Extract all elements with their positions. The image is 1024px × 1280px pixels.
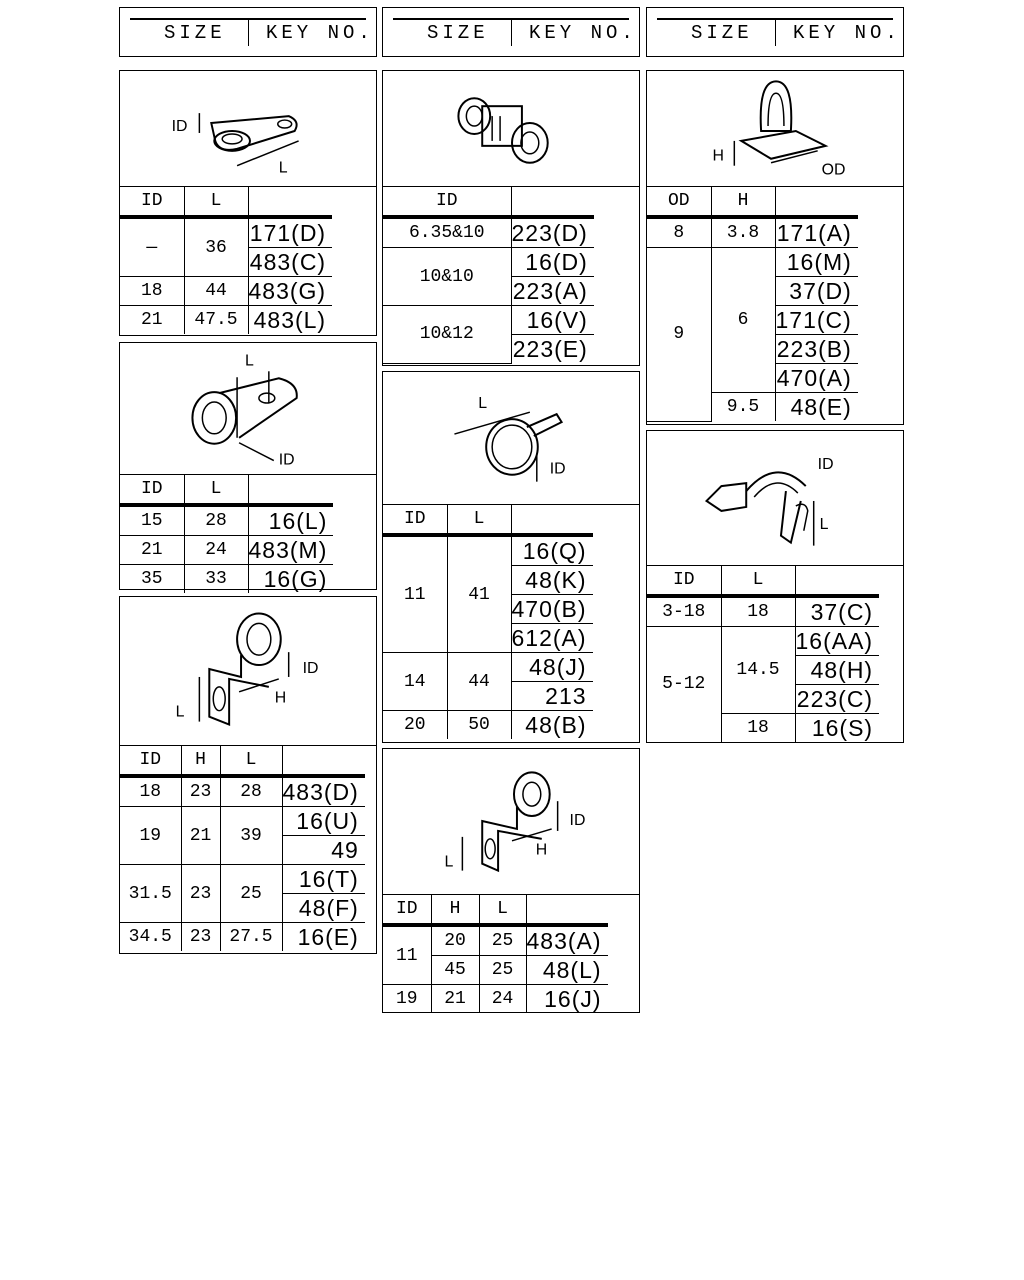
col-header (248, 475, 333, 506)
col-header: ID (383, 187, 511, 218)
cell-h: 9.5 (711, 393, 775, 422)
key-no: 16(V) (511, 306, 594, 335)
size-header: SIZE (164, 22, 226, 44)
cell-l: 24 (479, 985, 526, 1014)
cell-l: 50 (447, 711, 511, 740)
clip-panel-6 (382, 748, 640, 1013)
clip-illustration (383, 71, 639, 187)
cell-l: 41 (447, 535, 511, 653)
clip-panel-5 (382, 371, 640, 743)
cell-id: 21 (120, 306, 184, 335)
dim-label: ID (817, 456, 834, 474)
cell-h: 23 (181, 865, 220, 923)
col-header: L (447, 505, 511, 536)
col-header (775, 187, 858, 218)
dim-label: ID (549, 460, 566, 478)
clip-illustration (647, 431, 903, 566)
key-no: 16(E) (282, 923, 365, 952)
cell-l: 47.5 (184, 306, 248, 335)
cell-l: 28 (220, 776, 282, 807)
cell-l: 14.5 (721, 627, 795, 714)
cell-id: 14 (383, 653, 447, 711)
cell-h: 23 (181, 776, 220, 807)
cell-id: 10&10 (383, 248, 511, 306)
key-no: 16(L) (248, 505, 333, 536)
dim-label: L (819, 515, 829, 533)
col-header (282, 746, 365, 777)
clip-illustration (120, 71, 376, 187)
size-header: SIZE (691, 22, 753, 44)
dim-label: H (712, 147, 724, 165)
cell-id: 15 (120, 505, 184, 536)
cell-id: 34.5 (120, 923, 181, 952)
clip-illustration (647, 71, 903, 187)
cell-id: 11 (383, 535, 447, 653)
col-header: L (184, 475, 248, 506)
header-col3 (646, 7, 904, 57)
key-no: 483(G) (248, 277, 332, 306)
cell-l: 36 (184, 217, 248, 277)
cell-id: — (120, 217, 184, 277)
key-no: 213 (511, 682, 593, 711)
dim-label: L (444, 853, 454, 871)
col-header (248, 187, 332, 218)
key-no: 48(L) (526, 956, 608, 985)
cell-id: 35 (120, 565, 184, 594)
dim-label: ID (569, 811, 586, 829)
cell-h: 20 (431, 925, 479, 956)
key-no: 483(C) (248, 248, 332, 277)
key-header: KEY NO. (529, 22, 637, 44)
col-header: ID (383, 505, 447, 536)
size-table (647, 565, 879, 743)
key-no: 483(L) (248, 306, 332, 335)
cell-h: 45 (431, 956, 479, 985)
clip-panel-4 (382, 70, 640, 366)
col-header: ID (120, 187, 184, 218)
clip-illustration (120, 343, 376, 475)
key-no: 16(AA) (795, 627, 879, 656)
dim-label: L (175, 703, 185, 721)
key-no: 483(A) (526, 925, 608, 956)
key-no: 223(C) (795, 685, 879, 714)
col-header: H (431, 895, 479, 926)
cell-id: 3-18 (647, 596, 721, 627)
key-no: 49 (282, 836, 365, 865)
dim-label: L (245, 352, 254, 370)
col-header: H (181, 746, 220, 777)
key-no: 16(T) (282, 865, 365, 894)
cell-l: 18 (721, 714, 795, 743)
cell-l: 28 (184, 505, 248, 536)
key-no: 483(D) (282, 776, 365, 807)
key-no: 470(A) (775, 364, 858, 393)
key-no: 48(J) (511, 653, 593, 682)
key-no: 16(G) (248, 565, 333, 594)
cell-l: 33 (184, 565, 248, 594)
key-no: 16(U) (282, 807, 365, 836)
cell-l: 25 (479, 956, 526, 985)
key-no: 470(B) (511, 595, 593, 624)
key-no: 48(F) (282, 894, 365, 923)
cell-id: 11 (383, 925, 431, 985)
key-header: KEY NO. (793, 22, 901, 44)
key-no: 171(C) (775, 306, 858, 335)
cell-od: 9 (647, 248, 711, 422)
cell-id: 18 (120, 277, 184, 306)
clip-illustration (383, 749, 639, 895)
dim-label: OD (821, 161, 846, 179)
col-header: OD (647, 187, 711, 218)
cell-h: 23 (181, 923, 220, 952)
cell-id: 19 (383, 985, 431, 1014)
key-no: 171(A) (775, 217, 858, 248)
col-header: ID (383, 895, 431, 926)
header-col1 (119, 7, 377, 57)
key-no: 223(B) (775, 335, 858, 364)
clip-illustration (120, 597, 376, 746)
size-header: SIZE (427, 22, 489, 44)
col-header: L (721, 566, 795, 597)
key-no: 37(C) (795, 596, 879, 627)
cell-l: 25 (479, 925, 526, 956)
cell-id: 10&12 (383, 306, 511, 364)
key-no: 16(D) (511, 248, 594, 277)
size-table (647, 186, 858, 422)
cell-id: 5-12 (647, 627, 721, 743)
clip-illustration (383, 372, 639, 505)
clip-panel-8 (646, 430, 904, 743)
cell-h: 3.8 (711, 217, 775, 248)
dim-label: H (274, 689, 287, 707)
key-no: 223(A) (511, 277, 594, 306)
col-header: ID (120, 475, 184, 506)
cell-l: 18 (721, 596, 795, 627)
key-header: KEY NO. (266, 22, 374, 44)
key-no: 16(M) (775, 248, 858, 277)
cell-id: 18 (120, 776, 181, 807)
cell-h: 21 (431, 985, 479, 1014)
dim-label: L (478, 395, 488, 413)
col-header: L (479, 895, 526, 926)
key-no: 483(M) (248, 536, 333, 565)
key-no: 16(S) (795, 714, 879, 743)
dim-label: ID (278, 451, 295, 469)
cell-l: 25 (220, 865, 282, 923)
key-no: 37(D) (775, 277, 858, 306)
dim-label: L (278, 159, 288, 177)
header-col2 (382, 7, 640, 57)
size-table (120, 745, 365, 951)
col-header: ID (120, 746, 181, 777)
cell-id: 20 (383, 711, 447, 740)
cell-h: 6 (711, 248, 775, 393)
col-header (526, 895, 608, 926)
key-no: 16(Q) (511, 535, 593, 566)
cell-l: 24 (184, 536, 248, 565)
cell-id: 6.35&10 (383, 217, 511, 248)
cell-od: 8 (647, 217, 711, 248)
clip-panel-3 (119, 596, 377, 954)
col-header (511, 187, 594, 218)
col-header: L (220, 746, 282, 777)
key-no: 223(E) (511, 335, 594, 364)
key-no: 612(A) (511, 624, 593, 653)
key-no: 48(E) (775, 393, 858, 422)
cell-l: 39 (220, 807, 282, 865)
cell-l: 27.5 (220, 923, 282, 952)
col-header (511, 505, 593, 536)
clip-panel-7 (646, 70, 904, 425)
key-no: 16(J) (526, 985, 608, 1014)
size-table (120, 186, 332, 334)
cell-id: 21 (120, 536, 184, 565)
key-no: 48(H) (795, 656, 879, 685)
clip-panel-1 (119, 70, 377, 336)
dim-label: H (535, 841, 548, 859)
cell-id: 31.5 (120, 865, 181, 923)
size-table (383, 504, 593, 739)
size-table (120, 474, 333, 593)
key-no: 223(D) (511, 217, 594, 248)
clip-panel-2 (119, 342, 377, 590)
key-no: 171(D) (248, 217, 332, 248)
key-no: 48(K) (511, 566, 593, 595)
col-header: ID (647, 566, 721, 597)
dim-label: ID (171, 117, 188, 135)
cell-l: 44 (447, 653, 511, 711)
cell-h: 21 (181, 807, 220, 865)
size-table (383, 894, 608, 1013)
dim-label: ID (302, 659, 319, 677)
col-header: H (711, 187, 775, 218)
col-header: L (184, 187, 248, 218)
cell-id: 19 (120, 807, 181, 865)
size-table (383, 186, 594, 364)
col-header (795, 566, 879, 597)
key-no: 48(B) (511, 711, 593, 740)
cell-l: 44 (184, 277, 248, 306)
